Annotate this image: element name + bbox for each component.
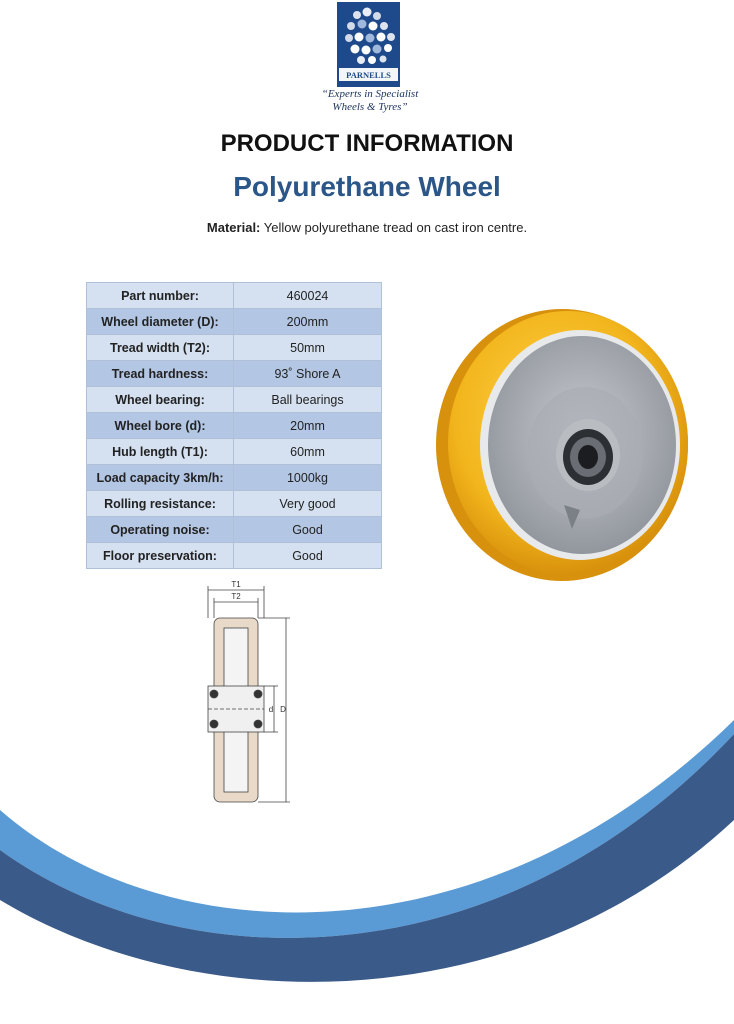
spec-value: 460024 xyxy=(234,283,382,309)
material-value: Yellow polyurethane tread on cast iron centre. xyxy=(263,220,528,235)
material-label: Material: xyxy=(206,220,261,235)
label-bore-d: d xyxy=(268,705,274,714)
spec-label: Load capacity 3km/h: xyxy=(87,465,234,491)
wheel-photo xyxy=(430,305,690,583)
logo-wordmark: PARNELLS xyxy=(346,70,391,80)
spec-row-rolling-resistance xyxy=(87,491,382,517)
label-diameter-d: D xyxy=(280,705,286,714)
spec-value: Good xyxy=(234,543,382,569)
spec-label: Hub length (T1): xyxy=(87,439,234,465)
spec-value: 50mm xyxy=(234,335,382,361)
spec-label: Wheel bearing: xyxy=(87,387,234,413)
spec-value: Good xyxy=(234,517,382,543)
wheel-icon xyxy=(436,309,688,581)
parnells-logo xyxy=(337,2,400,87)
spec-table xyxy=(86,282,382,569)
spec-label: Tread width (T2): xyxy=(87,335,234,361)
spec-value: 200mm xyxy=(234,309,382,335)
spec-row-part-number xyxy=(87,283,382,309)
spec-label: Rolling resistance: xyxy=(87,491,234,517)
spec-label: Part number: xyxy=(87,283,234,309)
spec-row-tread-width xyxy=(87,335,382,361)
spec-value: 1000kg xyxy=(234,465,382,491)
spec-label: Floor preservation: xyxy=(87,543,234,569)
spec-value: Ball bearings xyxy=(234,387,382,413)
spec-row-wheel-diameter xyxy=(87,309,382,335)
spec-row-operating-noise xyxy=(87,517,382,543)
spec-value: 20mm xyxy=(234,413,382,439)
material-line xyxy=(0,220,734,235)
decorative-swoosh xyxy=(0,700,734,1024)
spec-label: Operating noise: xyxy=(87,517,234,543)
page-title: PRODUCT INFORMATION xyxy=(220,130,514,157)
spec-row-wheel-bearing xyxy=(87,387,382,413)
tagline-line-2: Wheels & Tyres” xyxy=(332,101,408,113)
tagline-line-1: “Experts in Specialist xyxy=(321,88,419,100)
spec-row-tread-hardness xyxy=(87,361,382,387)
spec-value: 60mm xyxy=(234,439,382,465)
spec-label: Wheel bore (d): xyxy=(87,413,234,439)
product-name: Polyurethane Wheel xyxy=(233,171,501,202)
brand-tagline xyxy=(300,88,440,114)
spec-row-hub-length xyxy=(87,439,382,465)
label-t1: T1 xyxy=(231,580,241,589)
spec-row-floor-preservation xyxy=(87,543,382,569)
spec-row-wheel-bore xyxy=(87,413,382,439)
spec-value: 93˚ Shore A xyxy=(234,361,382,387)
spec-label: Tread hardness: xyxy=(87,361,234,387)
spec-row-load-capacity xyxy=(87,465,382,491)
label-t2: T2 xyxy=(231,592,241,601)
spec-label: Wheel diameter (D): xyxy=(87,309,234,335)
spec-value: Very good xyxy=(234,491,382,517)
